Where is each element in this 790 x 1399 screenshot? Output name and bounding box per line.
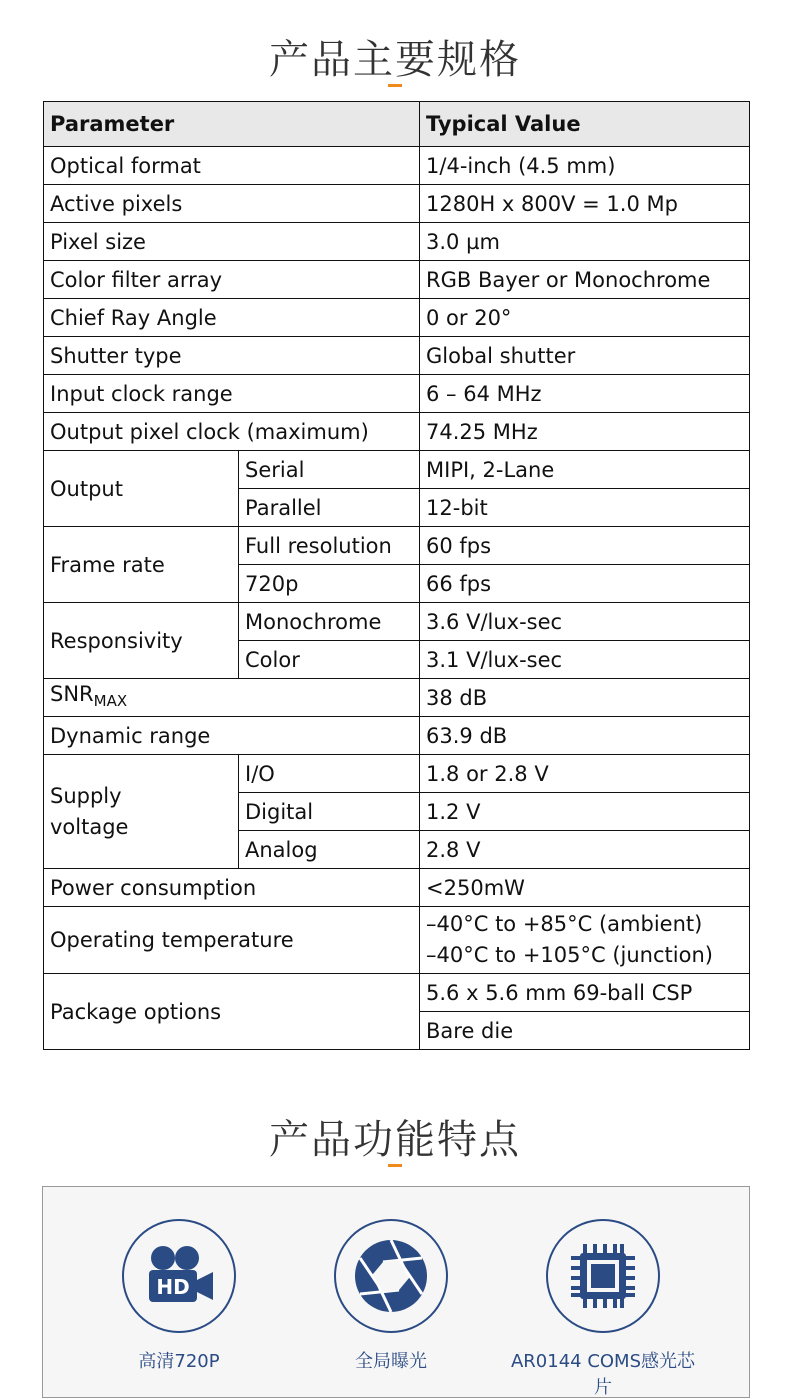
param-sublabel: Digital: [239, 793, 420, 831]
param-value: 1/4-inch (4.5 mm): [420, 147, 750, 185]
param-value: <250mW: [420, 869, 750, 907]
temp-line-junction: –40°C to +105°C (junction): [426, 943, 713, 967]
table-row: [44, 375, 750, 413]
feature-label: AR0144 COMS感光芯片: [510, 1351, 696, 1398]
supply-label-line1: Supply: [50, 783, 122, 808]
param-label: Output pixel clock (maximum): [44, 413, 420, 451]
param-label: Input clock range: [44, 375, 420, 413]
param-value: 3.6 V/lux-sec: [420, 603, 750, 641]
table-row: [44, 603, 750, 641]
param-label: Chief Ray Angle: [44, 299, 420, 337]
param-value: 1.2 V: [420, 793, 750, 831]
temp-line-ambient: –40°C to +85°C (ambient): [426, 912, 703, 936]
feature-item: [291, 1219, 491, 1373]
param-label: Shutter type: [44, 337, 420, 375]
feature-label: 高清720P: [138, 1351, 220, 1372]
aperture-icon: [353, 1238, 429, 1314]
param-value: 74.25 MHz: [420, 413, 750, 451]
feature-item: [503, 1219, 703, 1399]
snr-subscript: MAX: [93, 692, 128, 710]
table-row: [44, 907, 750, 974]
param-label: Power consumption: [44, 869, 420, 907]
param-value: 66 fps: [420, 565, 750, 603]
table-row: [44, 717, 750, 755]
feature-item: [79, 1219, 279, 1373]
table-row: [44, 679, 750, 717]
feature-circle: [122, 1219, 236, 1333]
param-value: 1.8 or 2.8 V: [420, 755, 750, 793]
param-label-supply: [44, 755, 239, 869]
title-accent-bar: [388, 1164, 402, 1167]
param-value: MIPI, 2-Lane: [420, 451, 750, 489]
table-row: [44, 261, 750, 299]
param-sublabel: Full resolution: [239, 527, 420, 565]
header-value: Typical Value: [420, 102, 750, 147]
table-row: [44, 451, 750, 489]
table-row: [44, 869, 750, 907]
param-label: Responsivity: [44, 603, 239, 679]
table-row: [44, 185, 750, 223]
param-label-snr: [44, 679, 420, 717]
param-value: Global shutter: [420, 337, 750, 375]
param-value: 12-bit: [420, 489, 750, 527]
param-value: 2.8 V: [420, 831, 750, 869]
param-value: Bare die: [420, 1012, 750, 1050]
param-value: 38 dB: [420, 679, 750, 717]
param-sublabel: Color: [239, 641, 420, 679]
hd-camera-icon: [143, 1244, 215, 1308]
param-value: 0 or 20°: [420, 299, 750, 337]
snr-label: SNR: [50, 682, 94, 706]
table-row: [44, 755, 750, 793]
feature-circle: [546, 1219, 660, 1333]
param-label: Pixel size: [44, 223, 420, 261]
table-row: [44, 527, 750, 565]
param-value: 63.9 dB: [420, 717, 750, 755]
supply-label-line2: voltage: [50, 814, 129, 839]
param-label: Color filter array: [44, 261, 420, 299]
table-row: [44, 223, 750, 261]
param-value: 5.6 x 5.6 mm 69-ball CSP: [420, 974, 750, 1012]
param-value: 1280H x 800V = 1.0 Mp: [420, 185, 750, 223]
param-value: 60 fps: [420, 527, 750, 565]
svg-text:HD: HD: [156, 1275, 190, 1299]
param-sublabel: Serial: [239, 451, 420, 489]
param-label: Dynamic range: [44, 717, 420, 755]
param-sublabel: I/O: [239, 755, 420, 793]
param-value: 6 – 64 MHz: [420, 375, 750, 413]
features-section-title: 产品功能特点: [269, 1117, 521, 1163]
param-value-multi: [420, 907, 750, 974]
param-label: Optical format: [44, 147, 420, 185]
param-label: Frame rate: [44, 527, 239, 603]
param-label: Active pixels: [44, 185, 420, 223]
spec-section-title: 产品主要规格: [269, 37, 521, 83]
table-row: [44, 337, 750, 375]
title-accent-bar: [388, 84, 402, 87]
spec-table: [43, 101, 750, 1050]
param-sublabel: Monochrome: [239, 603, 420, 641]
table-header-row: [44, 102, 750, 147]
param-value: 3.1 V/lux-sec: [420, 641, 750, 679]
feature-circle: [334, 1219, 448, 1333]
param-sublabel: 720p: [239, 565, 420, 603]
table-row: [44, 299, 750, 337]
param-value: 3.0 µm: [420, 223, 750, 261]
param-label: Operating temperature: [44, 907, 420, 974]
param-sublabel: Parallel: [239, 489, 420, 527]
param-value: RGB Bayer or Monochrome: [420, 261, 750, 299]
param-sublabel: Analog: [239, 831, 420, 869]
feature-label: 全局曝光: [355, 1351, 427, 1372]
table-row: [44, 413, 750, 451]
features-panel: [42, 1186, 750, 1398]
param-label: Package options: [44, 974, 420, 1050]
header-parameter: Parameter: [44, 102, 420, 147]
chip-icon: [567, 1240, 639, 1312]
table-row: [44, 147, 750, 185]
param-label: Output: [44, 451, 239, 527]
table-row: [44, 974, 750, 1012]
